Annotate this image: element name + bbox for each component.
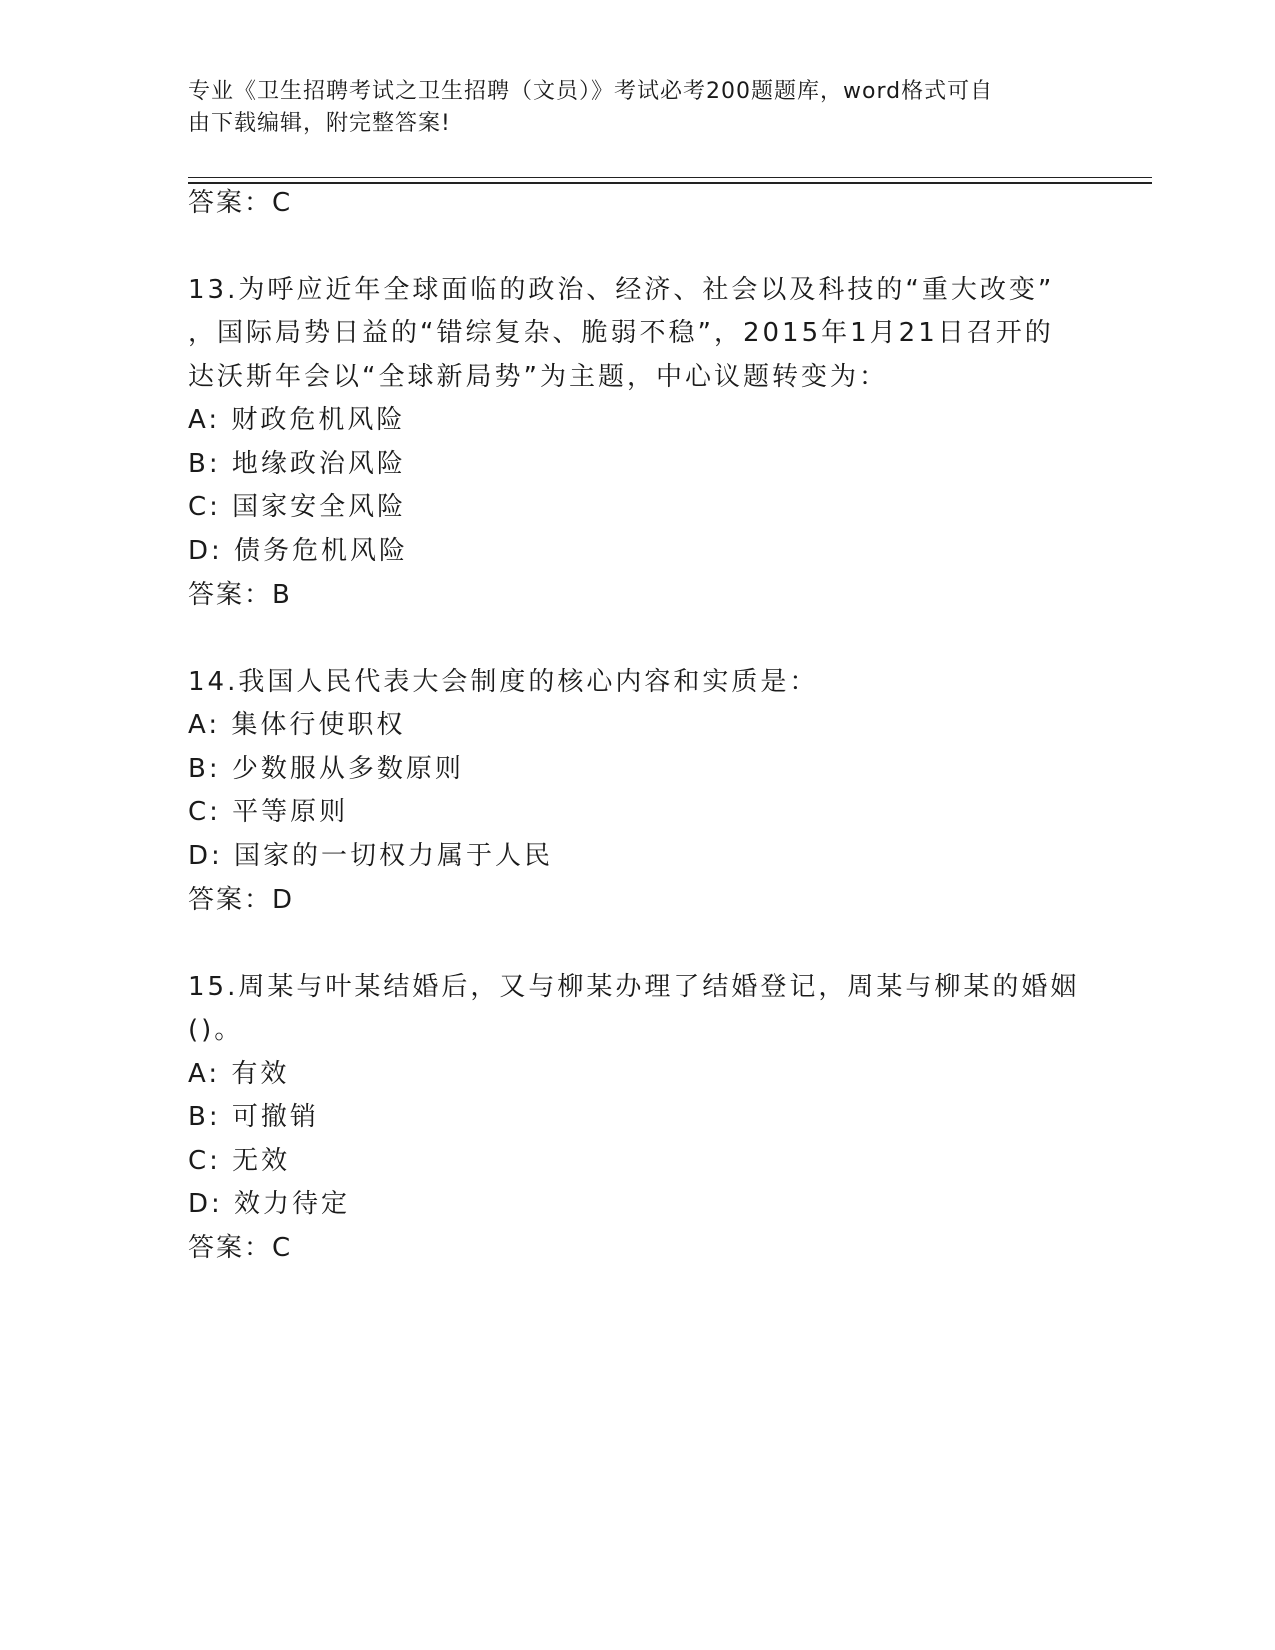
header-divider-thin <box>188 177 1152 178</box>
question-13-stem-line-1: 13.为呼应近年全球面临的政治、经济、社会以及科技的“重大改变” <box>188 275 1055 305</box>
question-14-option-d: D: 国家的一切权力属于人民 <box>188 841 554 871</box>
header-divider-thick <box>188 182 1152 184</box>
answer-12: 答案：C <box>188 188 293 218</box>
question-14-option-b: B: 少数服从多数原则 <box>188 754 464 784</box>
question-13-option-c: C: 国家安全风险 <box>188 492 407 522</box>
question-13-stem-line-3: 达沃斯年会以“全球新局势”为主题，中心议题转变为： <box>188 362 888 392</box>
document-header <box>188 76 1088 140</box>
header-line-1: 专业《卫生招聘考试之卫生招聘（文员）》考试必考200题题库，word格式可自 <box>188 79 994 104</box>
question-13-option-a: A: 财政危机风险 <box>188 405 406 435</box>
question-14-stem-line-1: 14.我国人民代表大会制度的核心内容和实质是： <box>188 667 819 697</box>
question-13-answer: 答案：B <box>188 580 292 610</box>
question-13-stem-line-2: ，国际局势日益的“错综复杂、脆弱不稳”，2015年1月21日召开的 <box>188 318 1054 348</box>
header-line-2: 由下载编辑，附完整答案! <box>188 111 451 136</box>
question-13-option-b: B: 地缘政治风险 <box>188 449 406 479</box>
question-15-stem-line-2: ()。 <box>188 1015 244 1045</box>
question-15-option-c: C: 无效 <box>188 1146 291 1176</box>
question-15-option-b: B: 可撤销 <box>188 1102 319 1132</box>
question-14-answer: 答案：D <box>188 885 295 915</box>
question-15-option-d: D: 效力待定 <box>188 1189 351 1219</box>
question-15-option-a: A: 有效 <box>188 1059 290 1089</box>
question-15-stem-line-1: 15.周某与叶某结婚后，又与柳某办理了结婚登记，周某与柳某的婚姻 <box>188 972 1080 1002</box>
question-15-answer: 答案：C <box>188 1233 293 1263</box>
question-14-option-c: C: 平等原则 <box>188 797 349 827</box>
question-14-option-a: A: 集体行使职权 <box>188 710 406 740</box>
question-13-option-d: D: 债务危机风险 <box>188 536 409 566</box>
